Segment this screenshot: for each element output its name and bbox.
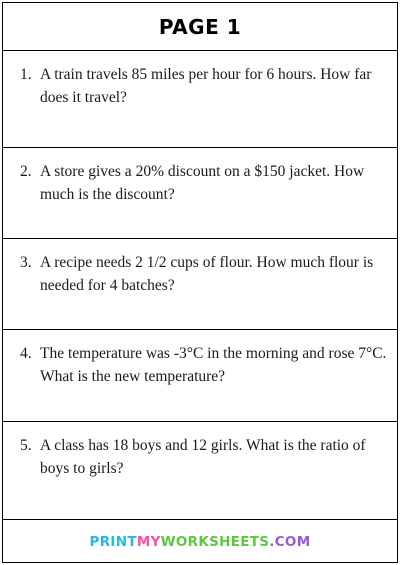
question-row [20,160,387,206]
question-row [20,342,387,388]
question-box-5 [3,422,397,520]
question-box-1 [3,51,397,148]
question-number: 3. [20,254,32,271]
question-text: A store gives a 20% discount on a $150 jacket. How much is the discount? [40,163,365,203]
question-text: A recipe needs 2 1/2 cups of flour. How much flour is needed for 4 batches? [40,254,374,294]
question-number: 5. [20,437,32,454]
question-number: 2. [20,163,32,180]
question-text: A train travels 85 miles per hour for 6 hours. How far does it travel? [40,66,372,106]
question-number: 4. [20,345,32,362]
question-row [20,434,387,480]
logo-part-worksheets: WORKSHEETS [160,534,270,550]
question-row [20,251,387,297]
worksheet-page [2,2,398,563]
question-box-3 [3,239,397,330]
site-logo [3,520,397,564]
question-text: The temperature was -3°C in the morning and rose 7°C. What is the new temperature? [40,345,387,385]
question-number: 1. [20,66,32,83]
page-title: PAGE 1 [3,3,397,51]
logo-part-print: PRINT [89,534,137,550]
question-box-2 [3,148,397,239]
logo-part-my: MY [136,534,161,550]
question-text: A class has 18 boys and 12 girls. What is the ratio of boys to girls? [40,437,366,477]
question-row [20,63,387,109]
logo-part-com: .COM [269,534,311,550]
question-box-4 [3,330,397,422]
